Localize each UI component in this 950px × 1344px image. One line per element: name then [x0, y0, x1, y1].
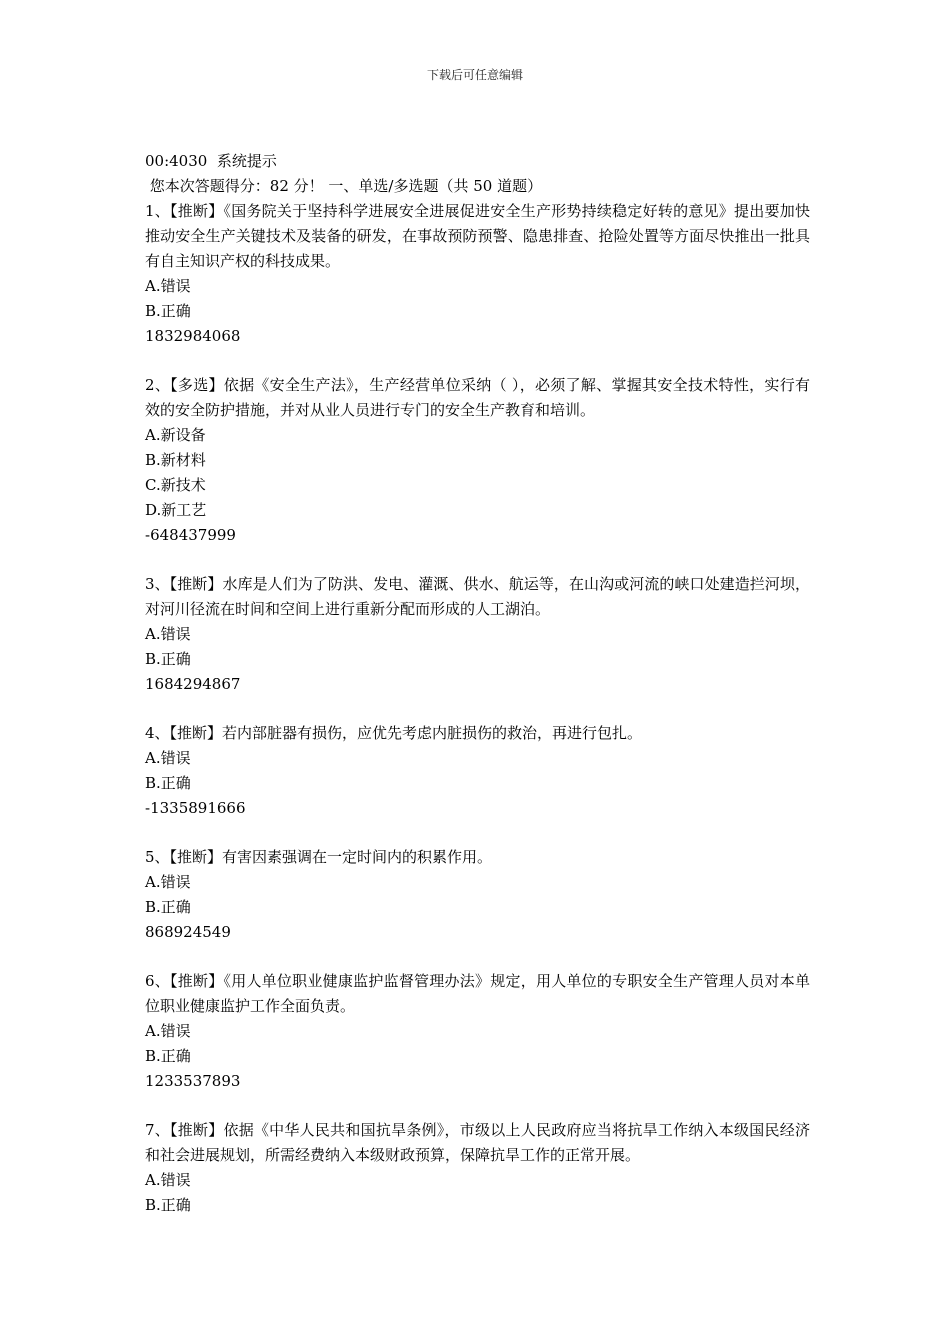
option: B.正确 [145, 650, 191, 668]
question-4 [145, 721, 810, 821]
question-6 [145, 969, 810, 1094]
question-7 [145, 1118, 810, 1218]
option: A.错误 [145, 277, 191, 295]
question-stem: 2、【多选】依据《安全生产法》，生产经营单位采纳（ ），必须了解、掌握其安全技术特性，实行有效的安全防护措施，并对从业人员进行专门的安全生产教育和培训。 [145, 376, 810, 419]
option: A.新设备 [145, 426, 206, 444]
option: C.新技术 [145, 476, 206, 494]
option: A.错误 [145, 749, 191, 767]
question-code: 1233537893 [145, 1072, 241, 1090]
question-stem: 3、【推断】水库是人们为了防洪、发电、灌溉、供水、航运等，在山沟或河流的峡口处建造拦河坝，对河川径流在时间和空间上进行重新分配而形成的人工湖泊。 [145, 575, 810, 618]
option: B.正确 [145, 898, 191, 916]
question-stem: 4、【推断】若内部脏器有损伤，应优先考虑内脏损伤的救治，再进行包扎。 [145, 724, 643, 742]
option: B.正确 [145, 774, 191, 792]
document-body [145, 149, 810, 1242]
question-code: -1335891666 [145, 799, 246, 817]
question-stem: 5、【推断】有害因素强调在一定时间内的积累作用。 [145, 848, 493, 866]
option: A.错误 [145, 625, 191, 643]
question-stem: 1、【推断】《国务院关于坚持科学进展安全进展促进安全生产形势持续稳定好转的意见》提出要加快推动安全生产关键技术及装备的研发，在事故预防预警、隐患排查、抢险处置等方面尽快推出一批具有自主知识产权的科技成果。 [145, 202, 810, 270]
question-stem: 6、【推断】《用人单位职业健康监护监督管理办法》规定，用人单位的专职安全生产管理人员对本单位职业健康监护工作全面负责。 [145, 972, 810, 1015]
option: B.新材料 [145, 451, 206, 469]
question-2 [145, 373, 810, 548]
question-3 [145, 572, 810, 697]
question-code: 1684294867 [145, 675, 241, 693]
question-1 [145, 199, 810, 349]
question-code: 868924549 [145, 923, 231, 941]
question-code: -648437999 [145, 526, 236, 544]
page-header: 下载后可任意编辑 [426, 68, 523, 82]
timer-line: 00:4030 系统提示 [145, 152, 277, 170]
option: A.错误 [145, 1171, 191, 1189]
option: B.正确 [145, 302, 191, 320]
option: D.新工艺 [145, 501, 207, 519]
question-5 [145, 845, 810, 945]
option: B.正确 [145, 1196, 191, 1214]
question-stem: 7、【推断】依据《中华人民共和国抗旱条例》，市级以上人民政府应当将抗旱工作纳入本级国民经济和社会进展规划，所需经费纳入本级财政预算，保障抗旱工作的正常开展。 [145, 1121, 810, 1164]
option: A.错误 [145, 873, 191, 891]
option: B.正确 [145, 1047, 191, 1065]
score-line: 您本次答题得分：82 分！ 一、单选/多选题（共 50 道题） [145, 177, 543, 195]
question-code: 1832984068 [145, 327, 241, 345]
option: A.错误 [145, 1022, 191, 1040]
